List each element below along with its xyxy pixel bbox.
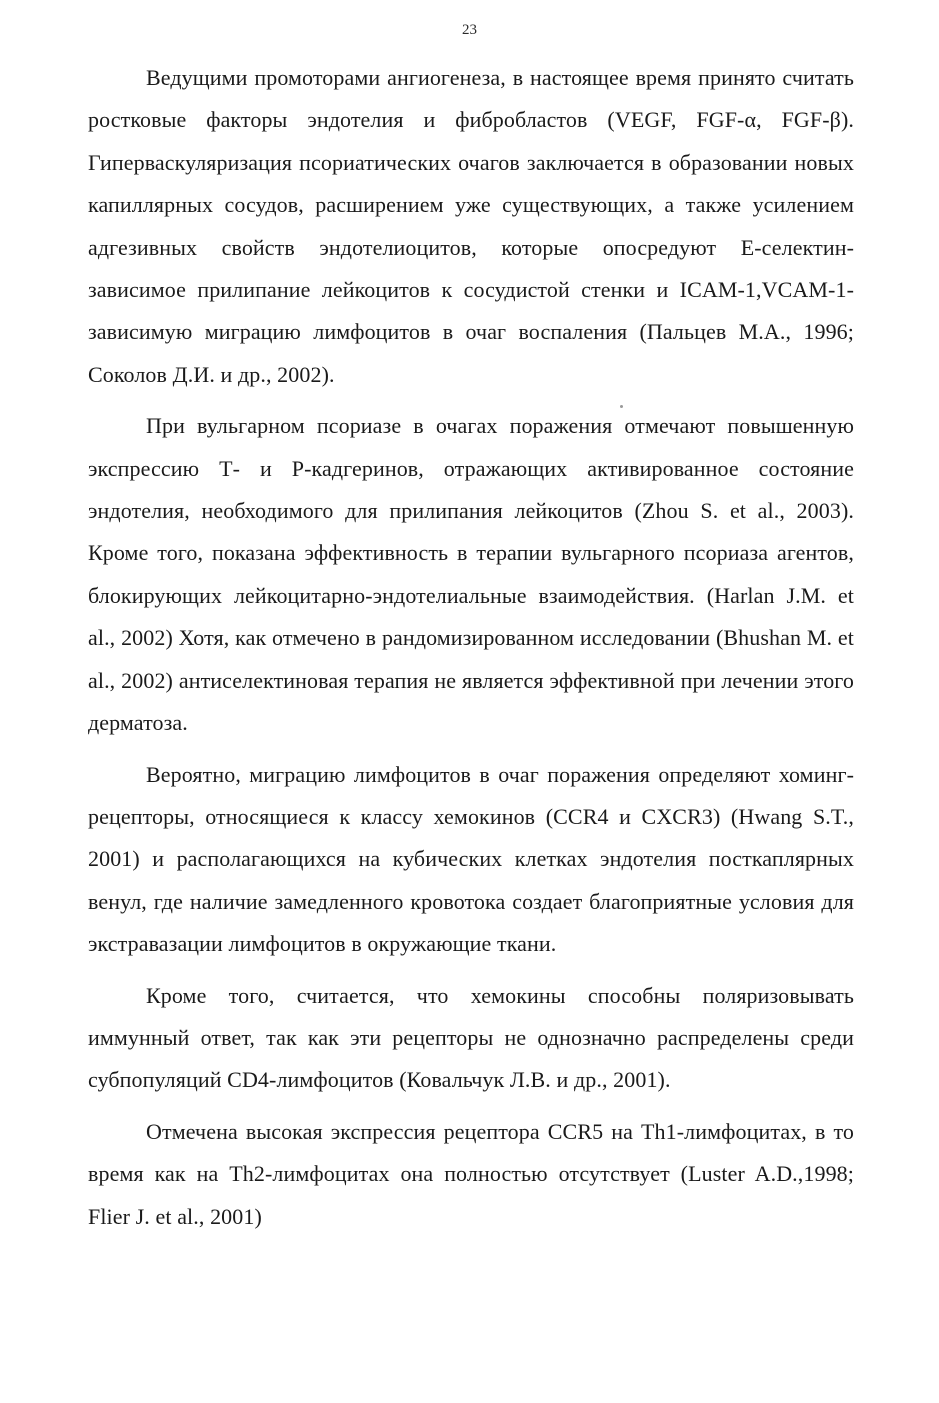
paragraph-ccr5-expression: Отмечена высокая экспрессия рецептора CCR5 на Th1-лимфоцитах, в то время как на Th2-лимфоцитах она полностью отсутствует (Luster A.D.,1998; Flier J. et al., 2001) xyxy=(88,1118,854,1229)
paragraph-chemokine-polarization: Кроме того, считается, что хемокины способны поляризовывать иммунный ответ, так как эти рецепторы не однозначно распределены среди субпопуляций CD4-лимфоцитов (Ковальчук Л.В. и др., 2001). xyxy=(88,982,854,1093)
scan-speck xyxy=(620,405,623,408)
paragraph-homing-receptors: Вероятно, миграцию лимфоцитов в очаг поражения определяют хоминг-рецепторы, относящиеся к классу хемокинов (CCR4 и CXCR3) (Hwang S.T., 2001) и располагающихся на кубических клетках эндотелия посткаплярных венул, где наличие замедленного кровотока создает благоприятные условия для экстравазации лимфоцитов в окружающие ткани. xyxy=(88,761,854,957)
paragraph-cadherin-expression: При вульгарном псориазе в очагах поражения отмечают повышенную экспрессию Т- и Р-кадгеринов, отражающих активированное состояние эндотелия, необходимого для прилипания лейкоцитов (Zhou S. et al., 2003). Кроме того, показана эффективность в терапии вульгарного псориаза агентов, блокирующих лейкоцитарно-эндотелиальные взаимодействия. (Harlan J.M. et al., 2002) Хотя, как отмечено в рандомизированном исследовании (Bhushan M. et al., 2002) антиселектиновая терапия не является эффективной при лечении этого дерматоза. xyxy=(88,413,854,736)
page-number: 23 xyxy=(462,22,477,38)
paragraph-angiogenesis-promoters: Ведущими промоторами ангиогенеза, в настоящее время принято считать ростковые факторы эндотелия и фибробластов (VEGF, FGF-α, FGF-β). Гиперваскуляризация псориатических очагов заключается в образовании новых капиллярных сосудов, расширением уже существующих, а также усилением адгезивных свойств эндотелиоцитов, которые опосредуют Е-селектин-зависимое прилипание лейкоцитов к сосудистой стенки и ICAM-1,VCAM-1-зависимую миграцию лимфоцитов в очаг воспаления (Пальцев М.А., 1996; Соколов Д.И. и др., 2002). xyxy=(88,65,854,387)
body-text xyxy=(88,57,854,1247)
